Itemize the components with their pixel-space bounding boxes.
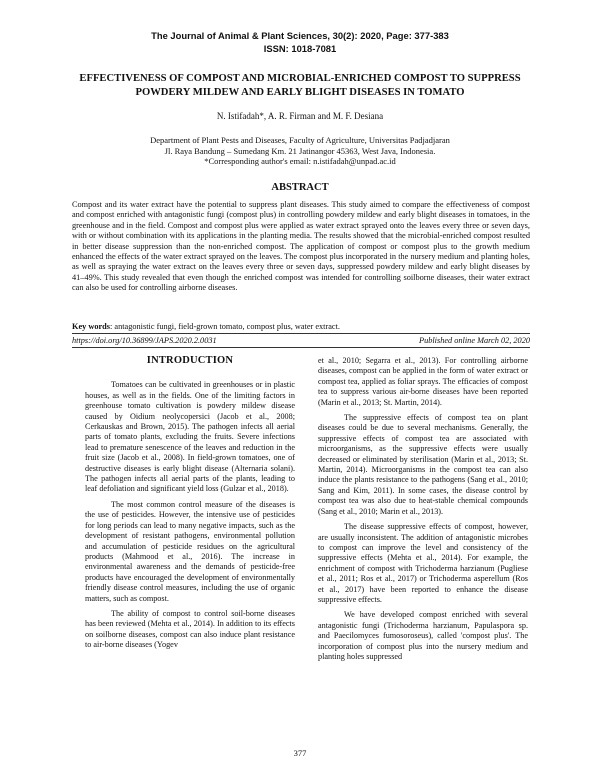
affiliation-department: Department of Plant Pests and Diseases, Faculty of Agriculture, Universitas Padjadjaran — [150, 135, 450, 145]
introduction-heading: INTRODUCTION — [146, 355, 234, 366]
author-list: N. Istifadah*, A. R. Firman and M. F. Desiana — [216, 111, 384, 121]
intro-paragraph: The suppressive effects of compost tea on plant diseases could be due to several mechanisms. Generally, the suppressive effects of compost tea are associated with microorganisms, as the suppressive effects were usually decreased or eliminated by sterilisation (Marin et al., 2013; St. Martin, 2014). Microorganisms in the compost tea can also induce the plants resistance to the pathogens (Sang et al., 2010; Sang and Kim, 2011). In some cases, the disease control by compost tea was also due to heat-stable chemical compounds (Sang et al., 2010; Marin et al., 2013). — [318, 413, 528, 516]
intro-paragraph: The disease suppressive effects of compost, however, are usually inconsistent. The addition of antagonistic microbes to compost can improve the level and consistency of the suppressive effects (Mehta et al., 2014). For example, the enrichment of compost with Trichoderma harzianum (Pugliese et al., 2011; Ros et al., 2017) or Trichoderma asperellum (Ros et al., 2017) have been reported to enhance the disease suppressive effects. — [318, 522, 528, 604]
body-divider — [72, 347, 530, 348]
right-column — [318, 356, 528, 667]
corresponding-email: *Corresponding author's email: n.istifadah@unpad.ac.id — [204, 156, 396, 166]
keywords-list: : antagonistic fungi, field-grown tomato, compost plus, water extract. — [110, 322, 340, 331]
left-column — [85, 356, 295, 656]
page-number: 377 — [293, 748, 307, 758]
affiliation-address: Jl. Raya Bandung – Sumedang Km. 21 Jatinangor 45363, West Java, Indonesia. — [164, 145, 436, 156]
intro-paragraph: The most common control measure of the diseases is the use of pesticides. However, the intensive use of pesticides for long periods can lead to many negative impacts, such as the development of resistant pathogens, environmental pollution and accumulation of pesticide residues on the agricultural products (Mahmood et al., 2016). The increase in environmental awareness and the demands of pesticide-free products have encouraged the development of environmentally friendly disease control measures, including the use of organic matters, such as compost. — [85, 499, 295, 603]
abstract-text: Compost and its water extract have the potential to suppress plant diseases. This study aimed to compare the effectiveness of compost and compost enriched with antagonistic fungi (compost plus) in controlling powdery mildew and early blight diseases in tomatoes, in the greenhouse and in the field. Compost and compost plus were applied as water extract sprayed onto the leaves every three or seven days, with or without combination with its applications in the planting media. The results showed that the microbial-enriched compost resulted in better disease suppression than the non-enriched compost. The application of compost or compost plus to the growth medium enhanced the effects of the water extract sprayed on the leaves. The compost plus incorporated in the nursery medium and planting holes, as well as spraying the water extract on the leaves every three or seven days, suppressed powdery mildew and early blight diseases by 41–49%. This study revealed that even though the enriched compost was intended for controlling soilborne diseases, their water extract can also be used for controlling airborne diseases. — [72, 200, 530, 293]
intro-paragraph: Tomatoes can be cultivated in greenhouses or in plastic houses, as well as in the fields. One of the limiting factors in greenhouse tomato cultivation is powdery mildew disease caused by Oidium neolycopersici (Jacob et al., 2008; Cerkauskas and Brown, 2015). The pathogen infects all aerial parts of tomato plants, excluding the fruits. Severe infections lead to premature senescence of the leaves and reduction in the fruit size (Jacob et al., 2008). In field-grown tomatoes, one of destructive diseases is early blight disease (Alternaria solani). The pathogen infects all aerial parts of the plants, leading to leaf defoliation and significant yield loss (Gulzar et al., 2018). — [85, 380, 295, 494]
published-date: Published online March 02, 2020 — [419, 336, 530, 345]
journal-issn: ISSN: 1018-7081 — [263, 43, 337, 54]
keywords-label: Key words — [72, 322, 111, 331]
article-title: EFFECTIVENESS OF COMPOST AND MICROBIAL-ENRICHED COMPOST TO SUPPRESS POWDERY MILDEW AND EARLY BLIGHT DISEASES IN TOMATO — [79, 73, 521, 98]
abstract-heading: ABSTRACT — [271, 182, 329, 193]
intro-paragraph: We have developed compost enriched with several antagonistic fungi (Trichoderma harzianum, Papulaspora sp. and Paecilomyces fumosoroseus), called 'compost plus'. The incorporation of compost plus into the nursery medium and planting holes suppressed — [318, 610, 528, 661]
intro-paragraph: The ability of compost to control soil-borne diseases has been reviewed (Mehta et al., 2014). In addition to its effects on soilborne diseases, compost can also induce plant resistance to air-borne diseases (Yogev — [85, 608, 295, 650]
doi-link[interactable]: https://doi.org/10.36899/JAPS.2020.2.0031 — [72, 336, 217, 345]
keywords — [72, 322, 530, 332]
header-divider — [72, 333, 530, 334]
intro-paragraph: et al., 2010; Segarra et al., 2013). For controlling airborne diseases, compost can be applied in the form of water extract or compost tea, applied as foliar sprays. The efficacies of compost tea to suppress various air-borne diseases have been reported (Marin et al., 2013; St. Martin, 2014). — [318, 356, 528, 407]
journal-citation: The Journal of Animal & Plant Sciences, 30(2): 2020, Page: 377-383 — [151, 30, 449, 41]
